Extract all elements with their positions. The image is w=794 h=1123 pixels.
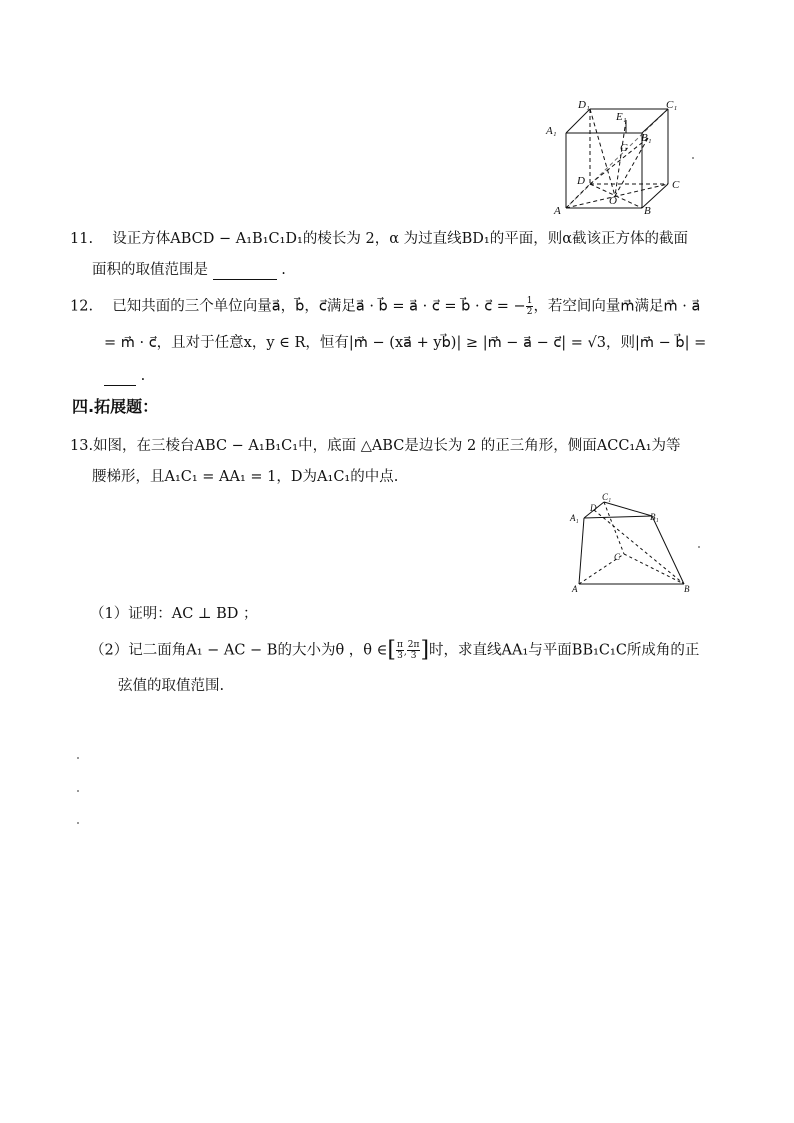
problem-13-frac-2: $\frac{2\pi}{3}$ xyxy=(407,640,420,661)
problem-13-part-2-line-2: 弦值的取值范围. xyxy=(118,678,225,694)
frustum-label-c: C xyxy=(614,552,621,562)
problem-11-text-1: 设正方体ABCD − A₁B₁C₁D₁的棱长为 2，α 为过直线BD₁的平面，则α截该正方体的截面 xyxy=(112,231,688,247)
problem-12-fraction: $\frac{1}{2}$ xyxy=(526,296,533,317)
problem-13-part-2-text-b: 时，求直线AA₁与平面BB₁C₁C所成角的正 xyxy=(429,642,700,659)
problem-13-text-2: 腰梯形，且A₁C₁ = AA₁ = 1，D为A₁C₁的中点. xyxy=(92,469,399,485)
cube-label-b1: B₁ xyxy=(641,132,652,144)
problem-11-line-2 xyxy=(92,260,286,280)
problem-12-line-1 xyxy=(70,296,700,317)
cube-label-d1: D₁ xyxy=(578,99,590,111)
problem-12-line-3 xyxy=(104,366,145,386)
frustum-label-b: B xyxy=(684,584,690,594)
frustum-label-d: D xyxy=(590,503,597,513)
problem-11-text-2-end: . xyxy=(281,262,286,278)
frustum-label-a: A xyxy=(572,584,578,594)
cube-label-a1: A₁ xyxy=(546,125,557,137)
frustum-label-a1: A₁ xyxy=(570,513,579,523)
section-4-heading: 四.拓展题： xyxy=(72,397,159,416)
problem-13-text-1: 如图，在三棱台ABC − A₁B₁C₁中，底面 △ABC是边长为 2 的正三角形，侧面ACC₁A₁为等 xyxy=(93,438,681,454)
problem-13-part-1: （1）证明：AC ⊥ BD ； xyxy=(90,606,258,622)
problem-12-line-2 xyxy=(104,333,706,353)
problem-12-text-1: 已知共面的三个单位向量a⃗，b⃗，c⃗满足a⃗ · b⃗ = a⃗ · c⃗ = b⃗ · c⃗ = − xyxy=(112,298,526,315)
problem-13-line-1 xyxy=(70,436,681,456)
problem-12-answer-blank[interactable] xyxy=(104,371,136,386)
problem-13-part-2-line-1: （2）记二面角A₁ − AC − B的大小为θ ，θ ∈[ $\frac{\pi}{3}$ , $\frac{2\pi}{3}$ ]时，求直线AA₁与平面BB₁C₁C所成角的正 xyxy=(90,637,700,663)
stray-dot xyxy=(698,546,700,548)
cube-label-o: O xyxy=(609,195,617,207)
problem-13-part-2-text-a: （2）记二面角A₁ − AC − B的大小为θ ，θ ∈ xyxy=(90,642,388,659)
problem-12-number: 12. xyxy=(70,298,94,315)
problem-11-text-2: 面积的取值范围是 xyxy=(92,262,208,278)
problem-13-number: 13. xyxy=(70,438,94,454)
frustum-label-b1: B₁ xyxy=(650,512,659,522)
stray-dot xyxy=(692,157,694,159)
cube-figure xyxy=(540,98,700,218)
frustum-label-c1: C₁ xyxy=(602,492,612,502)
problem-13-frac-1: $\frac{\pi}{3}$ xyxy=(396,640,403,661)
cube-label-g: G xyxy=(620,142,628,154)
problem-13-line-2 xyxy=(92,467,398,487)
problem-12-text-3-end: . xyxy=(140,368,146,384)
problem-11-answer-blank[interactable] xyxy=(213,265,277,280)
cube-label-b: B xyxy=(644,205,651,217)
stray-dot xyxy=(77,757,79,759)
problem-12-text-1-tail: ，若空间向量m⃗满足m⃗ · a⃗ xyxy=(533,298,701,315)
cube-label-c: C xyxy=(672,179,680,191)
cube-label-e1: E₁ xyxy=(616,111,627,123)
frustum-figure xyxy=(568,490,708,598)
stray-dot xyxy=(77,790,79,792)
cube-label-d: D xyxy=(577,175,585,187)
problem-11-line-1 xyxy=(70,229,688,249)
problem-12-text-2: = m⃗ · c⃗，且对于任意x，y ∈ R，恒有|m⃗ − (xa⃗ + yb⃗)| ≥ |m⃗ − a⃗ − c⃗| = √3，则|m⃗ − b⃗| = xyxy=(104,335,707,351)
cube-label-a: A xyxy=(554,205,561,217)
problem-11-number: 11. xyxy=(70,231,94,247)
stray-dot xyxy=(77,822,79,824)
cube-label-c1: C₁ xyxy=(666,99,678,111)
